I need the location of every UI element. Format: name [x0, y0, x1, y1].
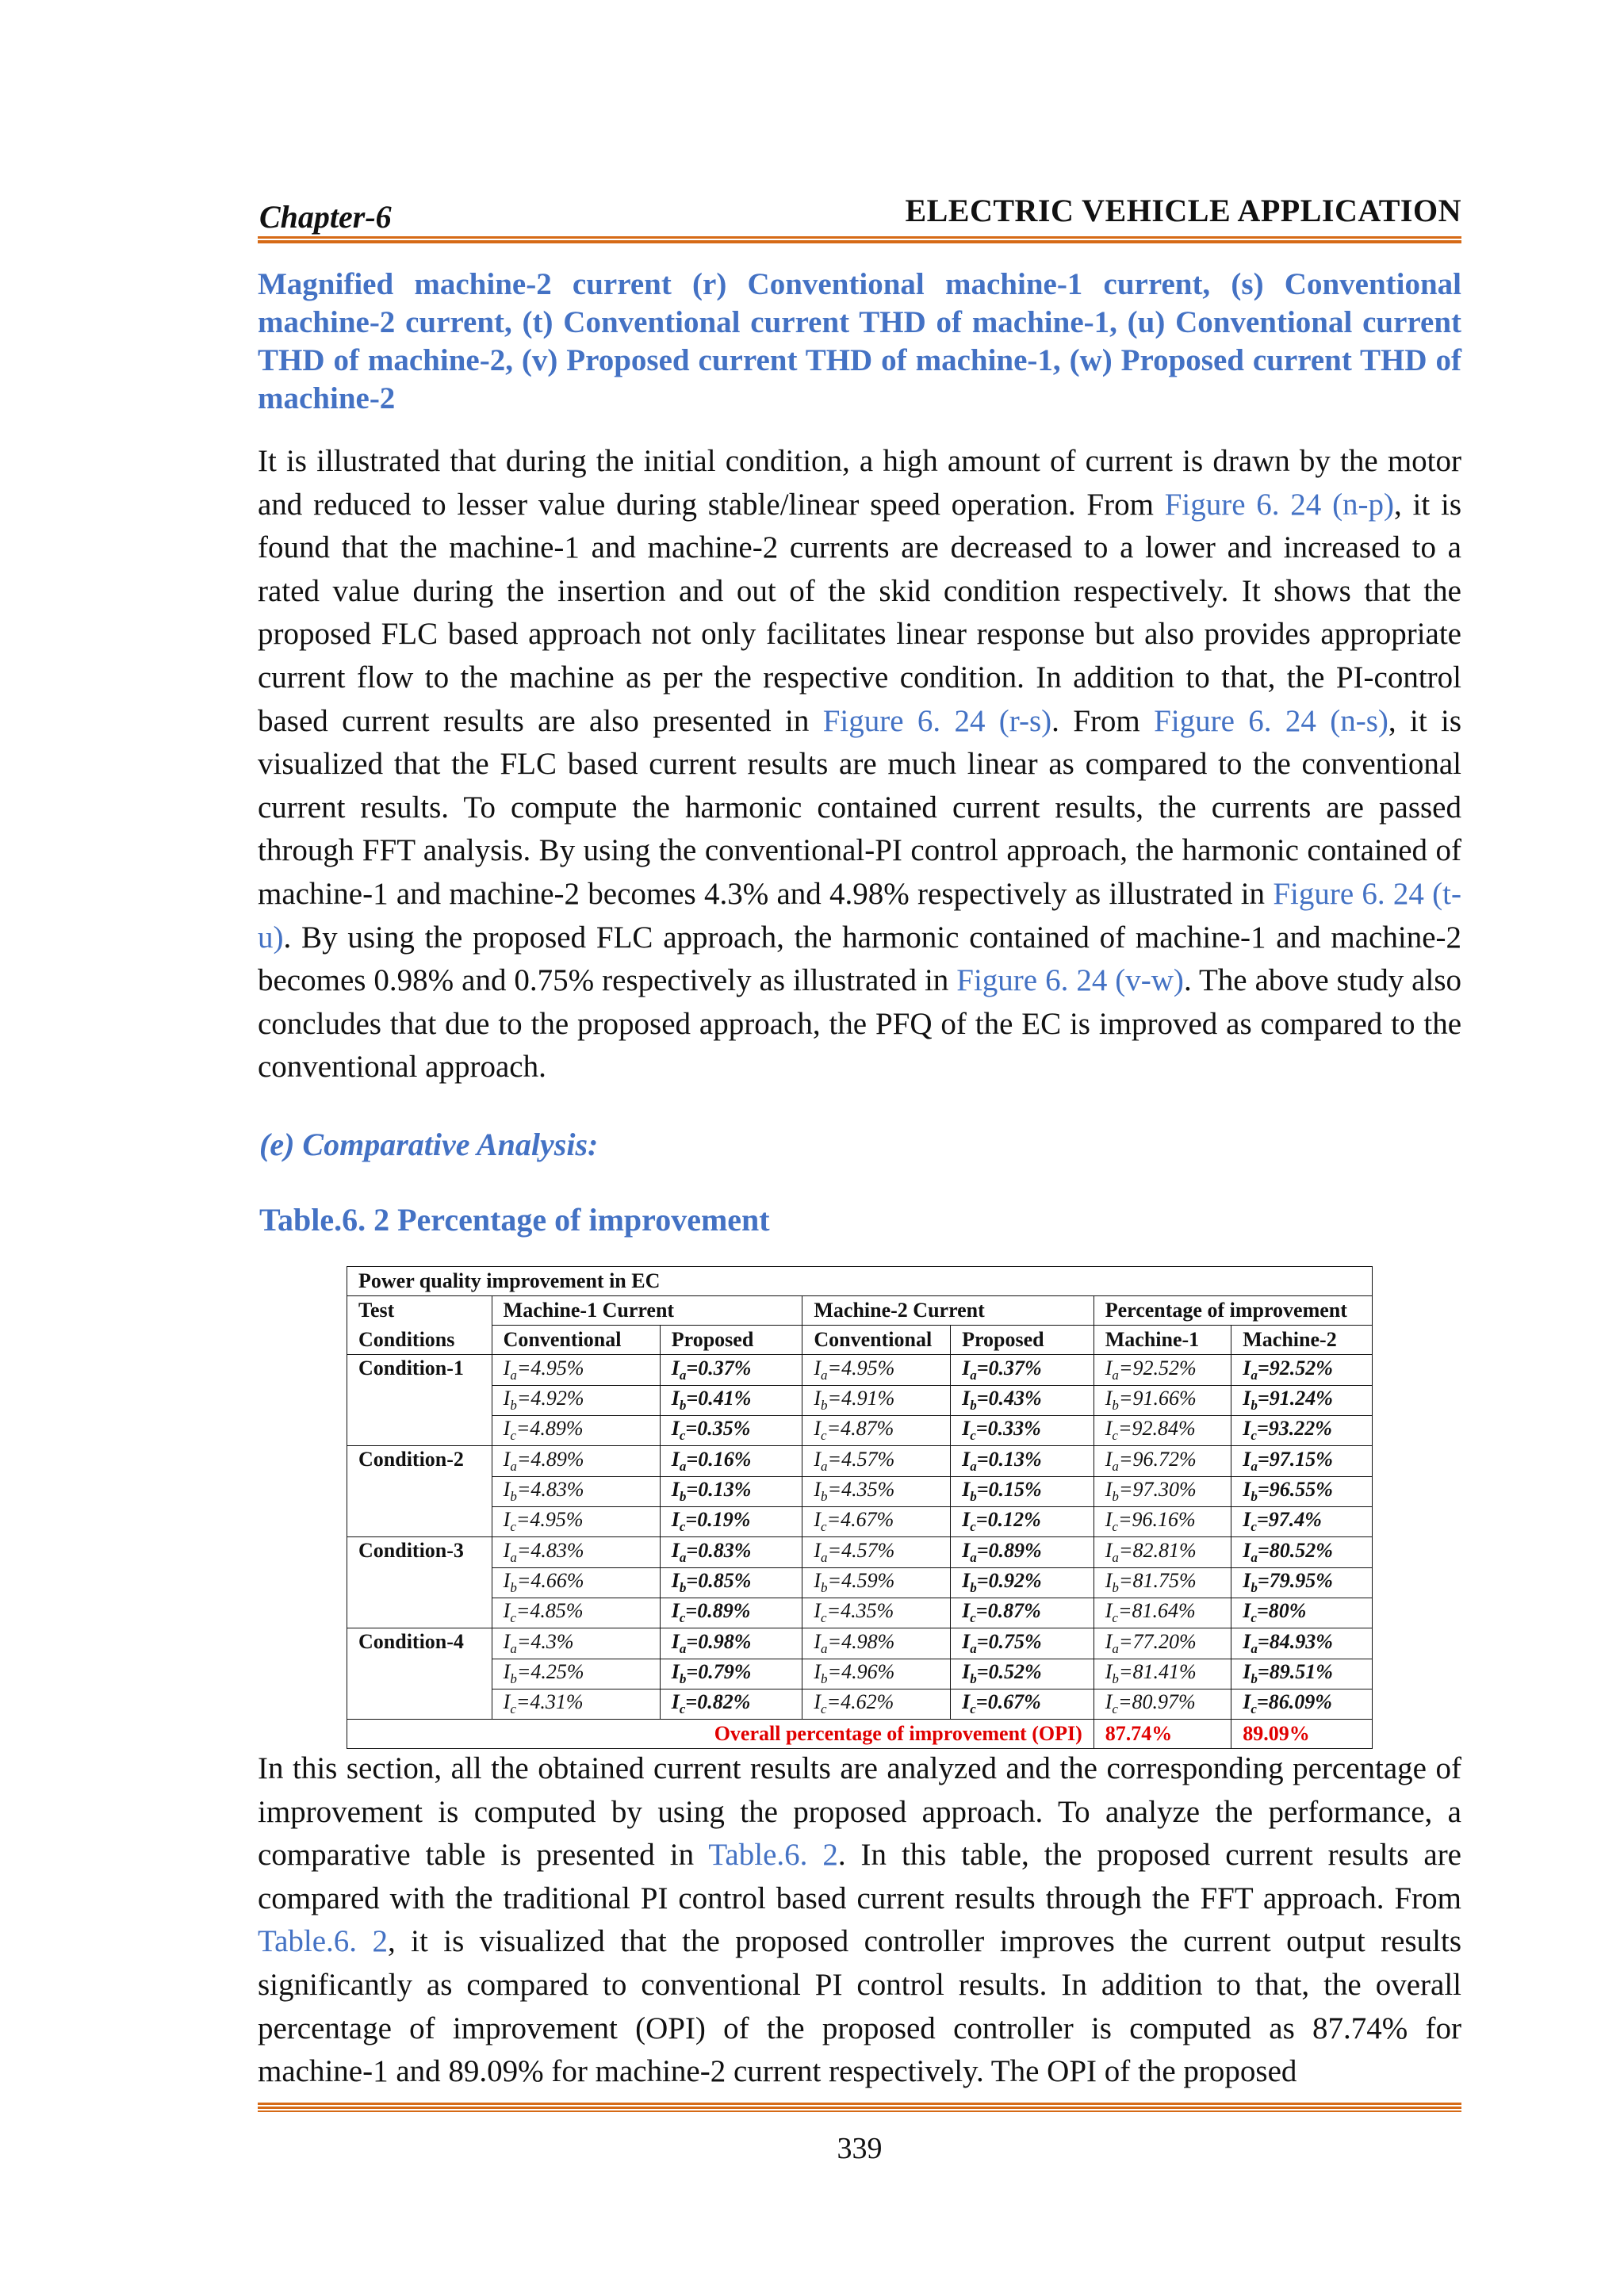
value-cell: $I_a=4.95\%$ — [802, 1355, 951, 1386]
value-cell: $I_a=0.83\%$ — [660, 1537, 802, 1568]
value-cell: $I_b=4.83\%$ — [492, 1476, 660, 1506]
value-cell: $I_a=92.52\%$ — [1231, 1355, 1373, 1386]
value-cell: $I_c=80\%$ — [1231, 1598, 1373, 1628]
value-cell: $I_a=4.57\%$ — [802, 1446, 951, 1477]
table-row — [347, 1415, 1373, 1446]
figure-link[interactable]: Figure 6. 24 (t-u) — [258, 876, 1461, 955]
figure-link[interactable]: Figure 6. 24 (n-p) — [1164, 487, 1395, 522]
table-row — [347, 1567, 1373, 1598]
text: . By using the proposed FLC approach, the harmonic contained of machine-1 and machine-2 becomes 0.98% and 0.75% respectively as illustrated in — [258, 920, 1461, 998]
value-cell: $I_c=0.12\%$ — [951, 1506, 1094, 1537]
value-cell: $I_a=4.3\%$ — [492, 1628, 660, 1659]
header-cell: Conditions — [347, 1326, 492, 1355]
condition-cell — [347, 1598, 492, 1628]
condition-cell — [347, 1689, 492, 1720]
table-row — [347, 1476, 1373, 1506]
header-cell: Machine-2 — [1231, 1326, 1373, 1355]
condition-cell — [347, 1659, 492, 1689]
value-cell: $I_c=93.22\%$ — [1231, 1415, 1373, 1446]
value-cell: $I_c=0.67\%$ — [951, 1689, 1094, 1720]
header-cell: Proposed — [951, 1326, 1094, 1355]
header-cell: Conventional — [802, 1326, 951, 1355]
table-row — [347, 1537, 1373, 1568]
value-cell: $I_b=91.66\%$ — [1094, 1385, 1231, 1415]
text: , it is visualized that the proposed controller improves the current output results significantly as compared to conventional PI control results. In addition to that, the overall percentage of improvement (OPI) of the proposed controller is computed as 87.74% for machine-1 and 89.09% for machine-2 current respectively. The OPI of the proposed — [258, 1924, 1461, 2089]
value-cell: $I_a=82.81\%$ — [1094, 1537, 1231, 1568]
value-cell: $I_a=4.89\%$ — [492, 1446, 660, 1477]
value-cell: $I_b=4.25\%$ — [492, 1659, 660, 1689]
text: . The above study also concludes that due to the proposed approach, the PFQ of the EC is improved as compared to the conventional approach. — [258, 963, 1461, 1085]
value-cell: $I_c=81.64\%$ — [1094, 1598, 1231, 1628]
value-cell: $I_c=0.89\%$ — [660, 1598, 802, 1628]
value-cell: $I_a=4.83\%$ — [492, 1537, 660, 1568]
value-cell: $I_c=86.09\%$ — [1231, 1689, 1373, 1720]
value-cell: $I_c=4.89\%$ — [492, 1415, 660, 1446]
value-cell: $I_a=0.98\%$ — [660, 1628, 802, 1659]
value-cell: $I_a=0.89\%$ — [951, 1537, 1094, 1568]
value-cell: $I_c=96.16\%$ — [1094, 1506, 1231, 1537]
footer-rule — [258, 2103, 1461, 2112]
value-cell: $I_b=91.24\%$ — [1231, 1385, 1373, 1415]
subheading: (e) Comparative Analysis: — [259, 1127, 599, 1162]
condition-label: Condition-2 — [347, 1446, 492, 1477]
value-cell: $I_c=4.95\%$ — [492, 1506, 660, 1537]
value-cell: $I_b=0.43\%$ — [951, 1385, 1094, 1415]
value-cell: $I_a=4.57\%$ — [802, 1537, 951, 1568]
figure-link[interactable]: Figure 6. 24 (r-s) — [822, 703, 1052, 738]
value-cell: $I_a=97.15\%$ — [1231, 1446, 1373, 1477]
improvement-table — [347, 1266, 1373, 1749]
value-cell: $I_b=89.51\%$ — [1231, 1659, 1373, 1689]
text: . In this table, the proposed current results are compared with the traditional PI control based current results through the FFT approach. From — [258, 1838, 1461, 1915]
condition-label: Condition-3 — [347, 1537, 492, 1568]
table-row — [347, 1385, 1373, 1415]
header-cell: Proposed — [660, 1326, 802, 1355]
value-cell: $I_c=4.62\%$ — [802, 1689, 951, 1720]
table-row — [347, 1355, 1373, 1386]
condition-cell — [347, 1385, 492, 1415]
value-cell: $I_b=4.66\%$ — [492, 1567, 660, 1598]
table-subheader-row — [347, 1326, 1373, 1355]
value-cell: $I_a=0.16\%$ — [660, 1446, 802, 1477]
text: It is illustrated that during the initial condition, a high amount of current is drawn by the motor and reduced to lesser value during stable/linear speed operation. From — [258, 444, 1461, 522]
condition-cell — [347, 1415, 492, 1446]
table-title: Table.6. 2 Percentage of improvement — [259, 1202, 770, 1238]
value-cell: $I_a=80.52\%$ — [1231, 1537, 1373, 1568]
table-row — [347, 1689, 1373, 1720]
header-cell: Machine-1 Current — [492, 1296, 802, 1326]
text: In this section, all the obtained current results are analyzed and the corresponding percentage of improvement is computed by using the proposed approach. To analyze the performance, a comparative table is presented in — [258, 1751, 1461, 1873]
table-row — [347, 1628, 1373, 1659]
value-cell: $I_c=92.84\%$ — [1094, 1415, 1231, 1446]
table-link[interactable]: Table.6. 2 — [708, 1838, 838, 1873]
text: . From — [1051, 703, 1155, 738]
value-cell: $I_a=0.37\%$ — [660, 1355, 802, 1386]
value-cell: $I_b=97.30\%$ — [1094, 1476, 1231, 1506]
value-cell: $I_c=0.19\%$ — [660, 1506, 802, 1537]
table-link[interactable]: Table.6. 2 — [258, 1924, 388, 1959]
value-cell: $I_c=0.35\%$ — [660, 1415, 802, 1446]
paragraph-1 — [258, 440, 1461, 1089]
value-cell: $I_b=4.35\%$ — [802, 1476, 951, 1506]
header-cell: Conventional — [492, 1326, 660, 1355]
value-cell: $I_b=0.79\%$ — [660, 1659, 802, 1689]
table-row — [347, 1598, 1373, 1628]
header-cell: Machine-2 Current — [802, 1296, 1094, 1326]
value-cell: $I_b=4.91\%$ — [802, 1385, 951, 1415]
value-cell: $I_c=4.31\%$ — [492, 1689, 660, 1720]
condition-label: Condition-1 — [347, 1355, 492, 1386]
value-cell: $I_b=4.92\%$ — [492, 1385, 660, 1415]
value-cell: $I_b=0.41\%$ — [660, 1385, 802, 1415]
value-cell: $I_a=0.37\%$ — [951, 1355, 1094, 1386]
value-cell: $I_b=0.52\%$ — [951, 1659, 1094, 1689]
value-cell: $I_b=0.13\%$ — [660, 1476, 802, 1506]
value-cell: $I_a=96.72\%$ — [1094, 1446, 1231, 1477]
figure-link[interactable]: Figure 6. 24 (n-s) — [1154, 703, 1388, 738]
table-row — [347, 1506, 1373, 1537]
table-row — [347, 1446, 1373, 1477]
table-header-row — [347, 1296, 1373, 1326]
opi-row — [347, 1720, 1373, 1749]
page-header — [258, 192, 1461, 239]
value-cell: $I_c=4.87\%$ — [802, 1415, 951, 1446]
table-title-row — [347, 1267, 1373, 1296]
opi-machine-2: 89.09% — [1231, 1720, 1373, 1749]
value-cell: $I_b=0.15\%$ — [951, 1476, 1094, 1506]
section-title: ELECTRIC VEHICLE APPLICATION — [905, 193, 1461, 228]
value-cell: $I_c=80.97\%$ — [1094, 1689, 1231, 1720]
value-cell: $I_c=4.85\%$ — [492, 1598, 660, 1628]
condition-label: Condition-4 — [347, 1628, 492, 1659]
value-cell: $I_c=4.35\%$ — [802, 1598, 951, 1628]
page-number: 339 — [837, 2132, 883, 2165]
header-cell: Machine-1 — [1094, 1326, 1231, 1355]
value-cell: $I_b=79.95\%$ — [1231, 1567, 1373, 1598]
value-cell: $I_b=81.75\%$ — [1094, 1567, 1231, 1598]
header-cell: Test — [347, 1296, 492, 1326]
value-cell: $I_b=81.41\%$ — [1094, 1659, 1231, 1689]
value-cell: $I_a=0.13\%$ — [951, 1446, 1094, 1477]
condition-cell — [347, 1476, 492, 1506]
value-cell: $I_c=0.82\%$ — [660, 1689, 802, 1720]
value-cell: $I_b=4.59\%$ — [802, 1567, 951, 1598]
header-rule — [258, 236, 1461, 243]
value-cell: $I_a=0.75\%$ — [951, 1628, 1094, 1659]
value-cell: $I_b=0.85\%$ — [660, 1567, 802, 1598]
opi-machine-1: 87.74% — [1094, 1720, 1231, 1749]
value-cell: $I_c=0.33\%$ — [951, 1415, 1094, 1446]
value-cell: $I_c=97.4\%$ — [1231, 1506, 1373, 1537]
opi-label: Overall percentage of improvement (OPI) — [347, 1720, 1094, 1749]
value-cell: $I_a=77.20\%$ — [1094, 1628, 1231, 1659]
value-cell: $I_a=92.52\%$ — [1094, 1355, 1231, 1386]
value-cell: $I_b=96.55\%$ — [1231, 1476, 1373, 1506]
value-cell: $I_c=4.67\%$ — [802, 1506, 951, 1537]
value-cell: $I_a=84.93\%$ — [1231, 1628, 1373, 1659]
value-cell: $I_c=0.87\%$ — [951, 1598, 1094, 1628]
value-cell: $I_b=4.96\%$ — [802, 1659, 951, 1689]
chapter-label: Chapter-6 — [259, 199, 392, 235]
text: , it is found that the machine-1 and machine-2 currents are decreased to a lower and increased to a rated value during the insertion and out of the skid condition respectively. It shows that the proposed FLC based approach not only facilitates linear response but also provides appropriate current flow to the machine as per the respective condition. In addition to that, the PI-control based current results are also presented in — [258, 487, 1461, 738]
table-caption: Power quality improvement in EC — [347, 1267, 1373, 1296]
table-row — [347, 1659, 1373, 1689]
figure-caption: Magnified machine-2 current (r) Conventional machine-1 current, (s) Conventional machine-2 current, (t) Conventional current THD of machine-1, (u) Conventional current THD of machine-2, (v) Proposed current THD of machine-1, (w) Proposed current THD of machine-2 — [258, 267, 1461, 415]
header-cell: Percentage of improvement — [1094, 1296, 1372, 1326]
paragraph-2 — [258, 1747, 1461, 2094]
value-cell: $I_a=4.95\%$ — [492, 1355, 660, 1386]
text: , it is visualized that the FLC based current results are much linear as compared to the conventional current results. To compute the harmonic contained current results, the currents are passed through FFT analysis. By using the conventional-PI control approach, the harmonic contained of machine-1 and machine-2 becomes 4.3% and 4.98% respectively as illustrated in — [258, 703, 1462, 911]
value-cell: $I_b=0.92\%$ — [951, 1567, 1094, 1598]
condition-cell — [347, 1506, 492, 1537]
condition-cell — [347, 1567, 492, 1598]
figure-link[interactable]: Figure 6. 24 (v-w) — [956, 963, 1184, 998]
value-cell: $I_a=4.98\%$ — [802, 1628, 951, 1659]
